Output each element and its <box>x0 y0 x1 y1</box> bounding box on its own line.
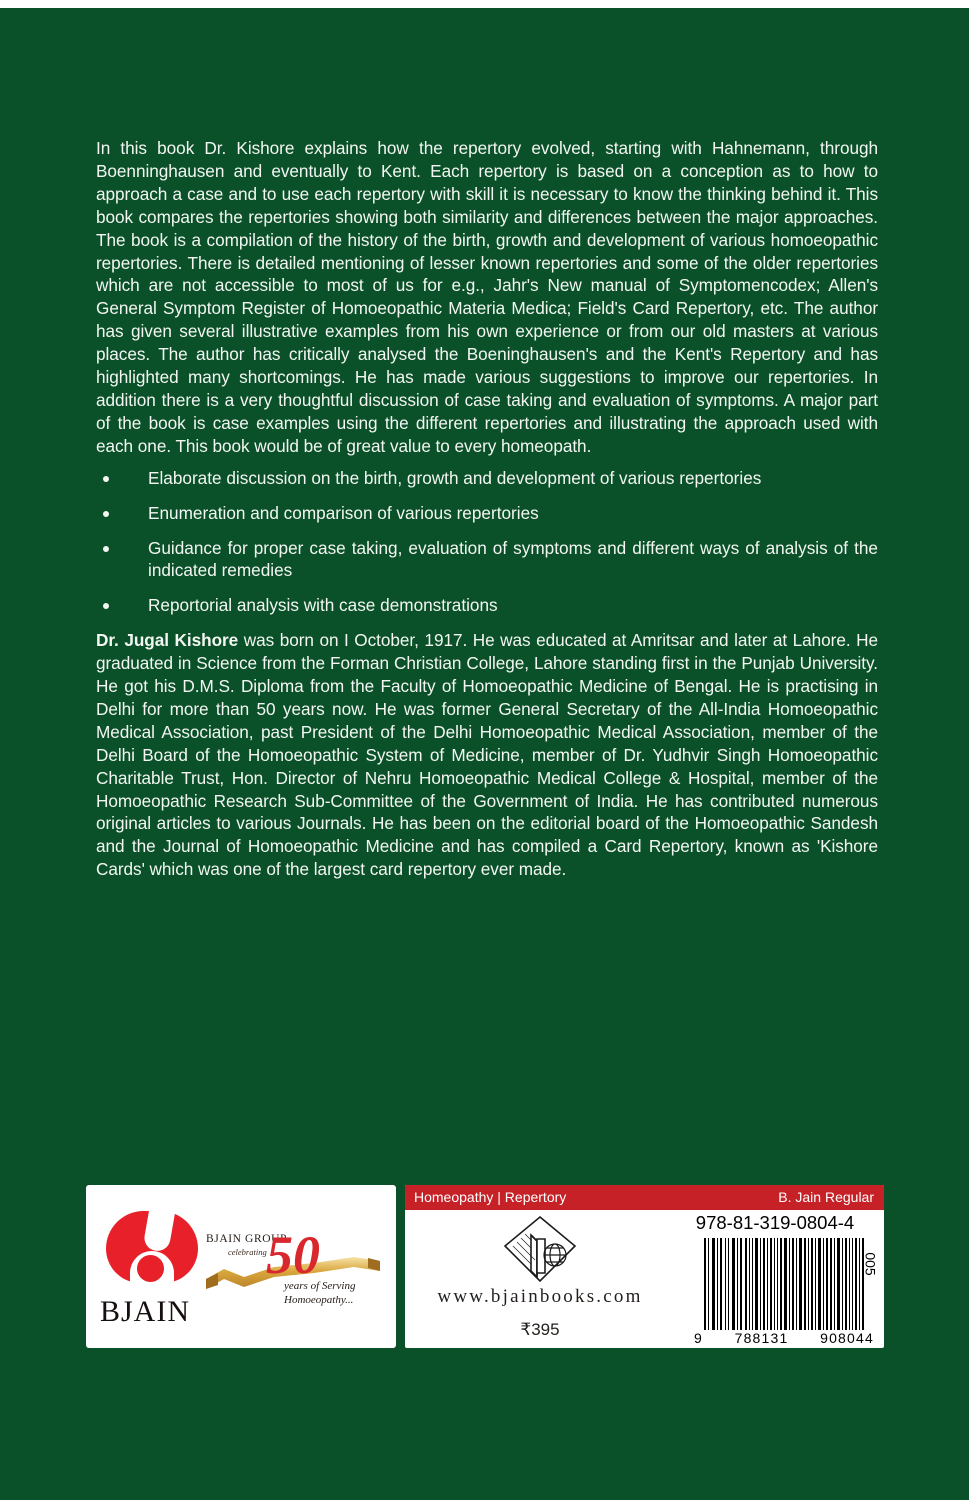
author-bio-text: was born on I October, 1917. He was educated at Amritsar and later at Lahore. He graduated in Science from the Forman Christian College, Lahore standing first in the Punjab University. He got his D.M.S. Diploma from the Faculty of Homoeopathic Medicine of Bengal. He is practising in Delhi for more than 50 years now. He was former General Secretary of the All-India Homoeopathic Medical Association, past President of the Delhi Homoeopathic Medical Association, member of the Delhi Board of the Homoeopathic System of Medicine, member of Dr. Yudhvir Singh Homoeopathic Charitable Trust, Hon. Director of Nehru Homoeopathic Medical College & Hospital, member of the Homoeopathic Research Sub-Committee of the Government of India. He has contributed numerous original articles to various Journals. He has been on the editorial board of the Homoeopathic Sandesh and the Journal of Homoeopathic Medicine and has compiled a Card Repertory, known as 'Kishore Cards' which was one of the largest card repertory ever made. <box>96 630 878 880</box>
book-globe-icon <box>501 1215 579 1285</box>
feature-text: Guidance for proper case taking, evaluation of symptoms and different ways of analysis of the indicated remedies <box>148 537 878 581</box>
publisher-logo-box <box>86 1185 396 1348</box>
list-item <box>96 502 878 525</box>
feature-text: Elaborate discussion on the birth, growth and development of various repertories <box>148 467 762 488</box>
bullet-icon <box>103 546 109 552</box>
imprint-label: B. Jain Regular <box>778 1189 874 1205</box>
side-code-label: 005 <box>862 1252 879 1276</box>
category-bar <box>405 1185 884 1210</box>
cover-background <box>0 8 969 1500</box>
product-info-box <box>405 1185 884 1348</box>
feature-text: Enumeration and comparison of various repertories <box>148 502 539 523</box>
list-item <box>96 467 878 490</box>
tagline-line-1: years of Serving <box>284 1280 356 1292</box>
cover-footer <box>86 1185 884 1348</box>
anniversary-badge <box>204 1225 384 1315</box>
bullet-icon <box>103 603 109 609</box>
bjain-logo-dot <box>137 1255 164 1282</box>
ean-left-digit: 9 <box>694 1330 703 1346</box>
anniversary-number: 50 <box>266 1225 320 1285</box>
author-name: Dr. Jugal Kishore <box>96 630 239 651</box>
list-item <box>96 594 878 617</box>
feature-list <box>96 467 878 618</box>
blurb-paragraph: In this book Dr. Kishore explains how the repertory evolved, starting with Hahnemann, through Boenninghausen and eventually to Kent. Each repertory is based on a conception as to how to approach a case and to use each repertory with skill it is necessary to know the thinking behind it. This book compares the repertories showing both similarity and differences between the major approaches. The book is a compilation of the history of the birth, growth and development of various homoeopathic repertories. There is detailed mentioning of lesser known repertories and some of the older repertories which are not accessible to most of us for e.g., Jahr's New manual of Symptomencodex; Allen's General Symptom Register of Homoeopathic Materia Medica; Field's Card Repertory, etc. The author has given several illustrative examples from his own experience or from our old masters at various places. The author has critically analysed the Boeninghausen's and the Kent's Repertory and has highlighted many shortcomings. He has made various suggestions to improve our repertories. In addition there is a very thoughtful discussion of case taking and evaluation of symptoms. A major part of the book is case examples using the different repertories and illustrating the approach used with each one. This book would be of great value to every homeopath. <box>96 138 878 456</box>
author-bio <box>96 629 878 881</box>
barcode-icon <box>704 1238 864 1330</box>
cover-copy <box>96 137 878 881</box>
celebrating-label: celebrating <box>228 1247 267 1257</box>
website-url[interactable]: www.bjainbooks.com <box>437 1286 643 1307</box>
bullet-icon <box>103 511 109 517</box>
ean-group-1: 788131 <box>734 1330 789 1346</box>
website-column <box>405 1210 675 1348</box>
price-label: ₹395 <box>520 1320 560 1339</box>
bjain-logo-icon <box>106 1211 198 1291</box>
bjain-group-label: BJAIN GROUP <box>206 1233 288 1245</box>
tagline-line-2: Homoeopathy... <box>284 1294 354 1306</box>
anniversary-tagline <box>284 1279 355 1307</box>
bullet-icon <box>103 476 109 482</box>
bjain-wordmark: BJAIN <box>100 1295 191 1328</box>
ean-group-2: 908044 <box>820 1330 874 1346</box>
isbn-label: 978-81-319-0804-4 <box>695 1212 855 1233</box>
feature-text: Reportorial analysis with case demonstrations <box>148 595 498 616</box>
ean-digits <box>694 1330 874 1346</box>
list-item <box>96 537 878 583</box>
barcode-block <box>686 1212 884 1348</box>
category-label: Homeopathy | Repertory <box>414 1189 567 1205</box>
